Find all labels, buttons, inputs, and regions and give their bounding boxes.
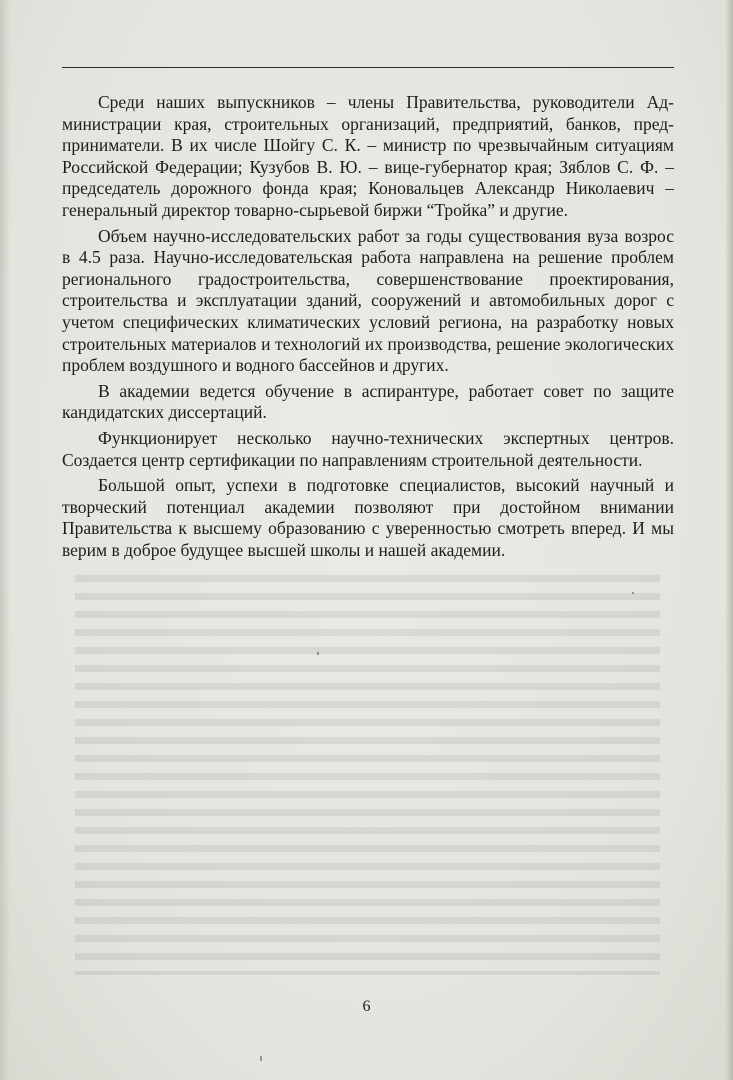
bleed-through-text (75, 575, 660, 975)
paragraph-research: Объем научно-исследовательских работ за годы существования вуза возрос в 4.5 раза. Научно-исследовательская работа направлена на решение проблем регионального градостроительства, совершенствование проектирования, строительства и эксплуатации зданий, сооружений и автомобильных дорог с учетом специфических климатических условий региона, на разработку новых строительных материалов и технологий их производства, решение экологических проблем воздушного и водного бассейнов и других. (62, 225, 674, 376)
page-right-edge-shadow (725, 0, 733, 1080)
paragraph-postgraduate: В академии ведется обучение в аспирантуре, работает совет по защите кандидатских диссертаций. (62, 380, 674, 423)
paragraph-future: Большой опыт, успехи в подготовке специалистов, высокий научный и творческий потенциал академии позволяют при достойном внимании Правительства к высшему образованию с уверенностью смотреть вперед. И мы верим в доброе будущее высшей школы и нашей академии. (62, 475, 674, 560)
page-left-edge-shadow (0, 0, 10, 1080)
page-number: 6 (362, 998, 371, 1015)
scan-speck (260, 1056, 262, 1061)
scan-speck (317, 652, 319, 655)
body-text (62, 92, 674, 565)
scan-speck (632, 592, 634, 594)
paragraph-expert-centers: Функционирует несколько научно-технических экспертных центров. Создается центр сертификации по направлениям строительной деятельности. (62, 427, 674, 470)
paragraph-graduates: Среди наших выпускников – члены Правительства, руководители Администрации края, строительных организаций, предприятий, банков, предприниматели. В их числе Шойгу С. К. – министр по чрезвычайным ситуациям Российской Федерации; Кузубов В. Ю. – вице-губернатор края; Зяблов С. Ф. – председатель дорожного фонда края; Коновальцев Александр Николаевич – генеральный директор товарно-сырьевой биржи “Тройка” и другие. (62, 92, 674, 220)
header-rule (62, 67, 674, 68)
